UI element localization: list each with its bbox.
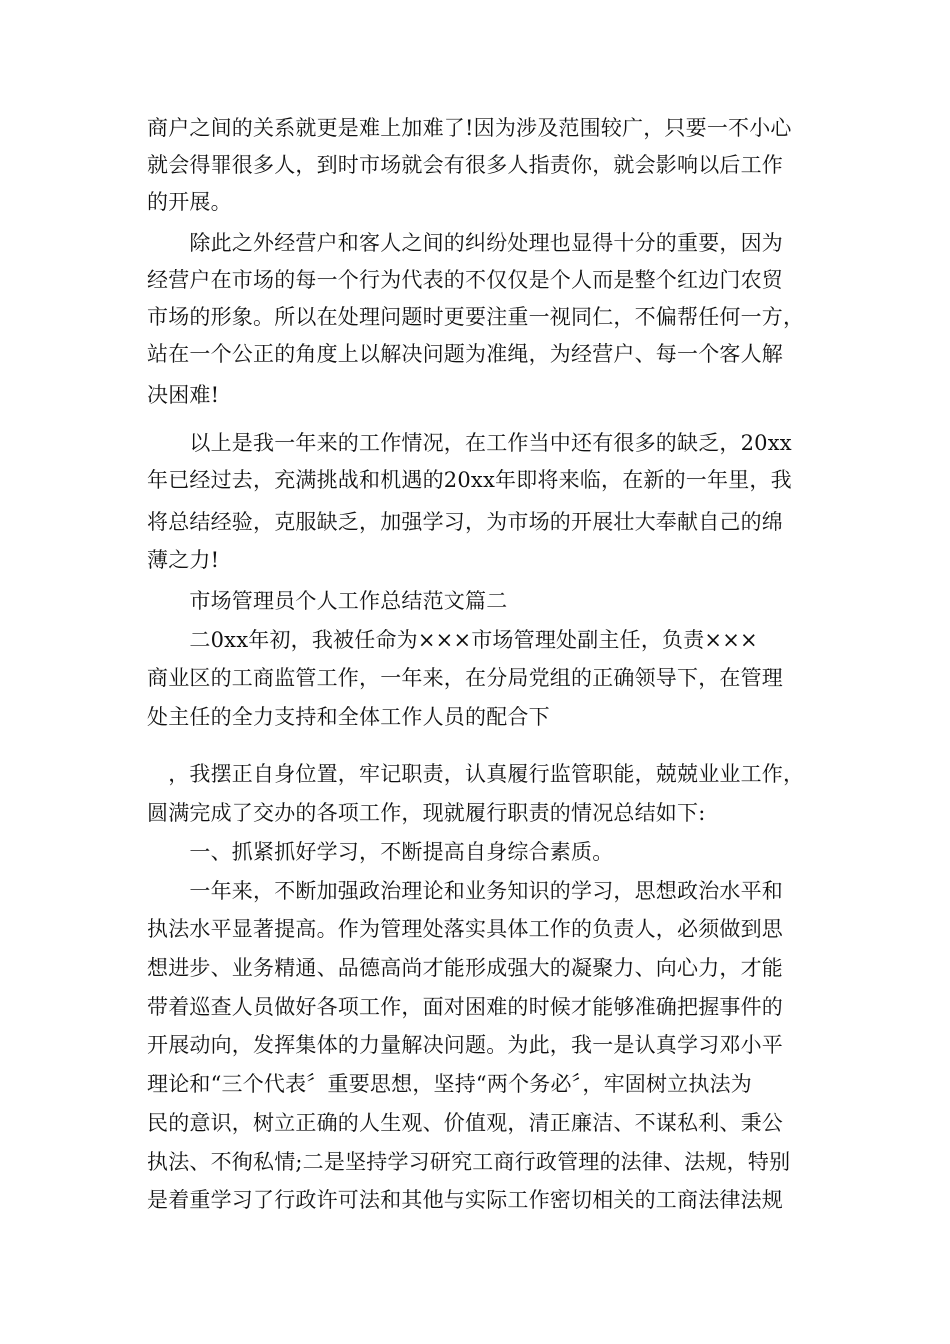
text-line: 就会得罪很多人，到时市场就会有很多人指责你，就会影响以后工作 [147,153,783,177]
text-line: 除此之外经营户和客人之间的纠纷处理也显得十分的重要，因为 [147,231,783,255]
text-line: 理论和“三个代表〞重要思想，坚持“两个务必〞，牢固树立执法为 [147,1072,752,1096]
text-line: 商业区的工商监管工作，一年来，在分局党组的正确领导下，在管理 [147,666,783,690]
text-line: 将总结经验，克服缺乏，加强学习，为市场的开展壮大奉献自己的绵 [147,510,783,534]
text-line: 执法、不徇私情;二是坚持学习研究工商行政管理的法律、法规，特别 [147,1150,791,1174]
text-line: 薄之力! [147,548,220,572]
text-line: 圆满完成了交办的各项工作，现就履行职责的情况总结如下: [147,801,706,825]
text-line: 想进步、业务精通、品德高尚才能形成强大的凝聚力、向心力，才能 [147,956,783,980]
text-line: 开展动向，发挥集体的力量解决问题。为此，我一是认真学习邓小平 [147,1033,783,1057]
text-line: 市场的形象。所以在处理问题时更要注重一视同仁，不偏帮任何一方， [147,305,805,329]
text-line: 执法水平显著提高。作为管理处落实具体工作的负责人，必须做到思 [147,917,783,941]
text-line: 一年来，不断加强政治理论和业务知识的学习，思想政治水平和 [147,879,783,903]
section-heading: 市场管理员个人工作总结范文篇二 [147,589,508,613]
text-line: 决困难! [147,383,220,407]
text-line: 民的意识，树立正确的人生观、价值观，清正廉洁、不谋私利、秉公 [147,1111,783,1135]
text-line: 带着巡查人员做好各项工作，面对困难的时候才能够准确把握事件的 [147,995,783,1019]
text-line: 经营户在市场的每一个行为代表的不仅仅是个人而是整个红边门农贸 [147,268,783,292]
subheading: 一、抓紧抓好学习，不断提高自身综合素质。 [147,840,614,864]
text-line: 处主任的全力支持和全体工作人员的配合下 [147,705,550,729]
text-line: 商户之间的关系就更是难上加难了!因为涉及范围较广，只要一不小心 [147,116,792,140]
text-line: 二0xx年初，我被任命为×××市场管理处副主任，负责××× [147,628,758,652]
text-line: 以上是我一年来的工作情况，在工作当中还有很多的缺乏，20xx [147,431,792,455]
text-line: 是着重学习了行政许可法和其他与实际工作密切相关的工商法律法规 [147,1188,783,1212]
text-line: 的开展。 [147,190,232,214]
text-line: 年已经过去，充满挑战和机遇的20xx年即将来临，在新的一年里，我 [147,468,792,492]
text-line: 站在一个公正的角度上以解决问题为准绳，为经营户、每一个客人解 [147,342,783,366]
text-line: ，我摆正自身位置，牢记职责，认真履行监管职能，兢兢业业工作， [147,762,805,786]
